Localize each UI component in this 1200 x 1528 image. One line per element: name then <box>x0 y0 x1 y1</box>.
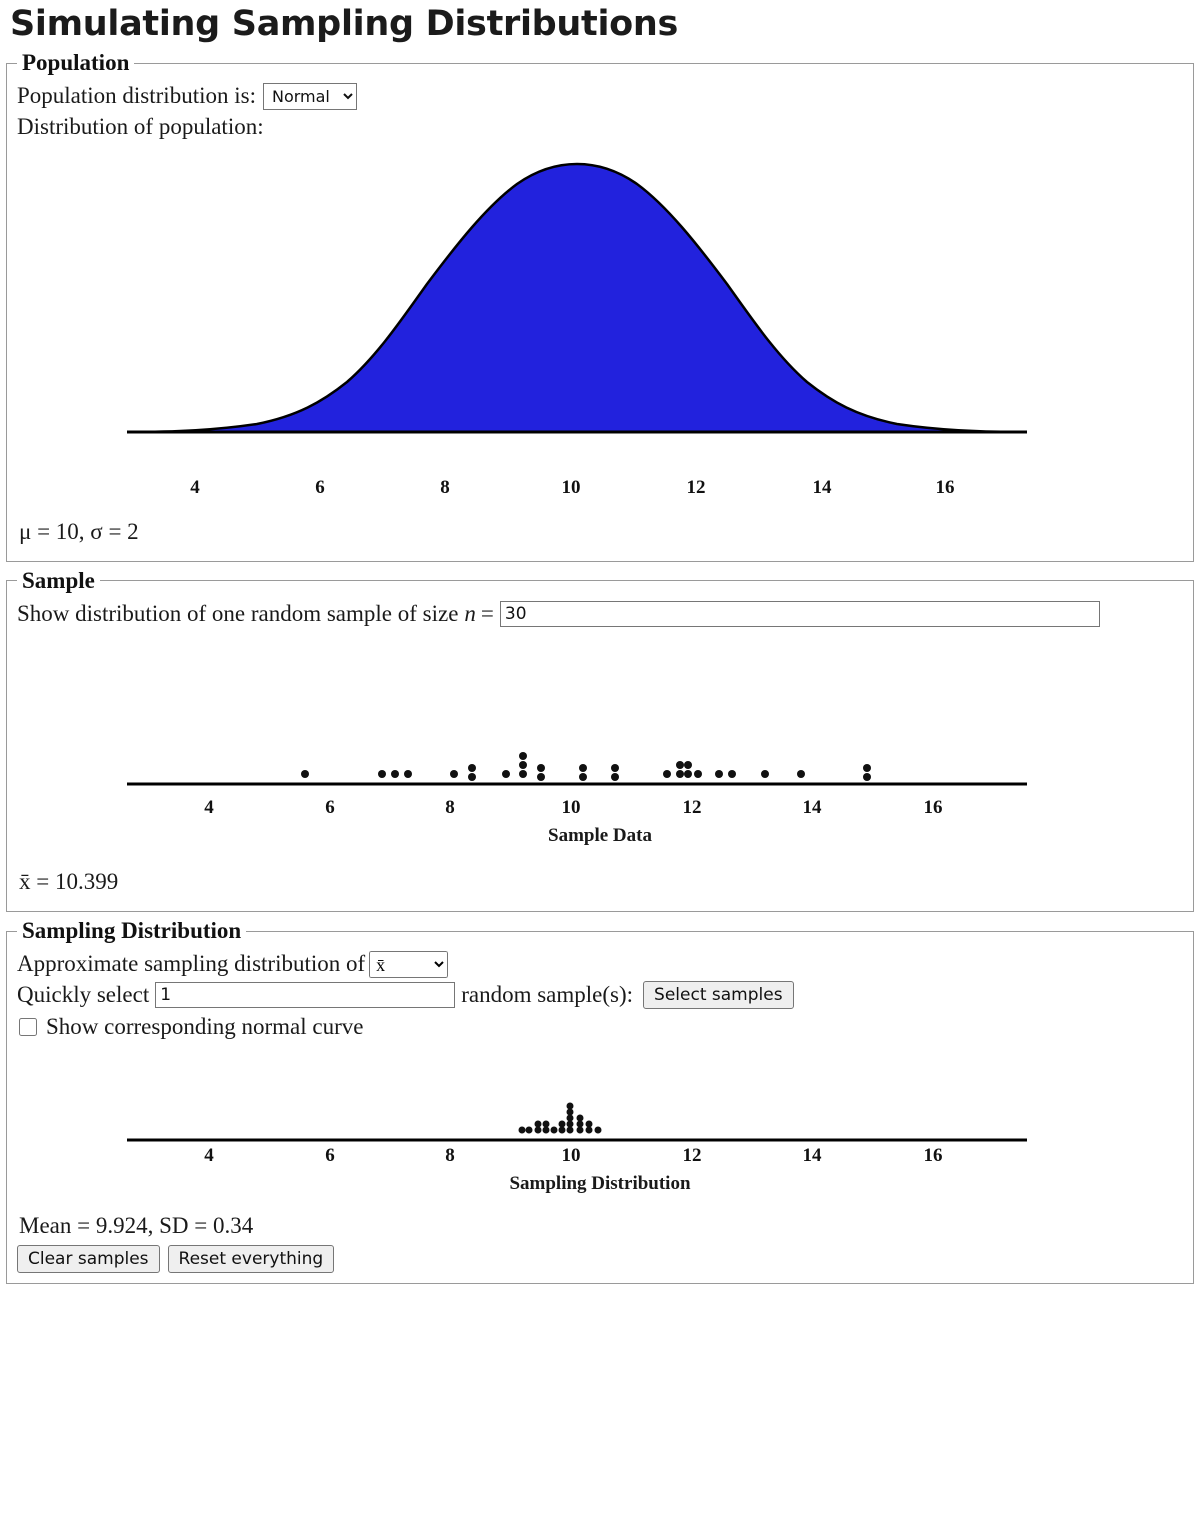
sampling-buttons-row <box>17 1245 1183 1273</box>
sample-axis-title: Sample Data <box>548 825 652 847</box>
sampling-approx-label: Approximate sampling distribution of <box>17 951 366 977</box>
sampling-dotplot-svg <box>17 1082 1177 1142</box>
population-legend: Population <box>22 50 130 75</box>
sample-tick-6: 6 <box>325 797 335 819</box>
normal-curve-fill <box>127 164 1027 432</box>
population-dist-row <box>17 82 1183 111</box>
sample-tick-8: 8 <box>445 797 455 819</box>
sampling-tick-12: 12 <box>682 1144 702 1166</box>
sampling-axis-ticks <box>17 1145 1183 1171</box>
sampling-tick-14: 14 <box>802 1144 822 1166</box>
sampling-tick-6: 6 <box>325 1144 335 1166</box>
population-curve-svg <box>17 144 1177 474</box>
sampling-tick-16: 16 <box>923 1144 943 1166</box>
population-panel <box>6 50 1194 562</box>
population-stats: μ = 10, σ = 2 <box>19 518 139 544</box>
pop-tick-4: 4 <box>190 476 200 498</box>
sample-tick-4: 4 <box>204 797 214 819</box>
population-chart <box>17 144 1183 505</box>
sample-size-input[interactable] <box>500 601 1100 627</box>
sampling-tick-4: 4 <box>204 1144 214 1166</box>
select-samples-button[interactable]: Select samples <box>643 981 794 1009</box>
pop-tick-16: 16 <box>935 476 955 498</box>
sampling-approx-row <box>17 950 1183 979</box>
pop-tick-10: 10 <box>561 476 581 498</box>
page-title: Simulating Sampling Distributions <box>10 4 679 44</box>
sampling-axis-title: Sampling Distribution <box>509 1172 691 1194</box>
statistic-select[interactable] <box>369 951 448 978</box>
population-distribution-select[interactable] <box>263 83 357 110</box>
population-dist-label: Population distribution is: <box>17 83 256 108</box>
sample-stats: x̄ = 10.399 <box>19 869 119 895</box>
sampling-distribution-panel <box>6 918 1194 1284</box>
sampling-tick-10: 10 <box>561 1144 581 1166</box>
sampling-dotplot <box>17 1082 1183 1195</box>
sample-dotplot-svg <box>17 724 1177 794</box>
quick-select-label: Quickly select <box>17 982 150 1007</box>
sampling-legend: Sampling Distribution <box>22 918 242 944</box>
population-caption-row <box>17 113 1183 142</box>
sample-dotplot <box>17 724 1183 847</box>
sampling-stats: Mean = 9.924, SD = 0.34 <box>19 1212 254 1238</box>
sample-panel <box>6 568 1194 913</box>
quick-select-input[interactable] <box>155 982 455 1008</box>
clear-samples-button[interactable]: Clear samples <box>17 1245 160 1273</box>
show-normal-curve-checkbox[interactable] <box>19 1018 37 1036</box>
pop-tick-6: 6 <box>315 476 325 498</box>
sample-tick-16: 16 <box>923 797 943 819</box>
pop-tick-12: 12 <box>686 476 706 498</box>
quick-select-row <box>17 981 1183 1010</box>
sample-legend: Sample <box>22 567 95 593</box>
population-axis-ticks <box>17 477 1183 505</box>
sample-tick-12: 12 <box>682 797 702 819</box>
sample-tick-14: 14 <box>802 797 822 819</box>
pop-tick-14: 14 <box>812 476 832 498</box>
population-caption: Distribution of population: <box>17 113 264 139</box>
app-page <box>0 4 1200 1528</box>
sampling-tick-8: 8 <box>445 1144 455 1166</box>
sample-prompt-label: Show distribution of one random sample of size <box>17 600 459 626</box>
sample-n-symbol: n <box>464 600 476 626</box>
normal-curve-row <box>17 1014 1183 1040</box>
sample-tick-10: 10 <box>561 797 581 819</box>
sample-equals: = <box>480 600 494 626</box>
pop-tick-8: 8 <box>440 476 450 498</box>
sample-size-row <box>17 600 1183 629</box>
show-normal-curve-label: Show corresponding normal curve <box>46 1013 364 1039</box>
reset-everything-button[interactable]: Reset everything <box>168 1245 335 1273</box>
sample-axis-ticks <box>17 797 1183 823</box>
quick-select-suffix: random sample(s): <box>461 982 634 1007</box>
